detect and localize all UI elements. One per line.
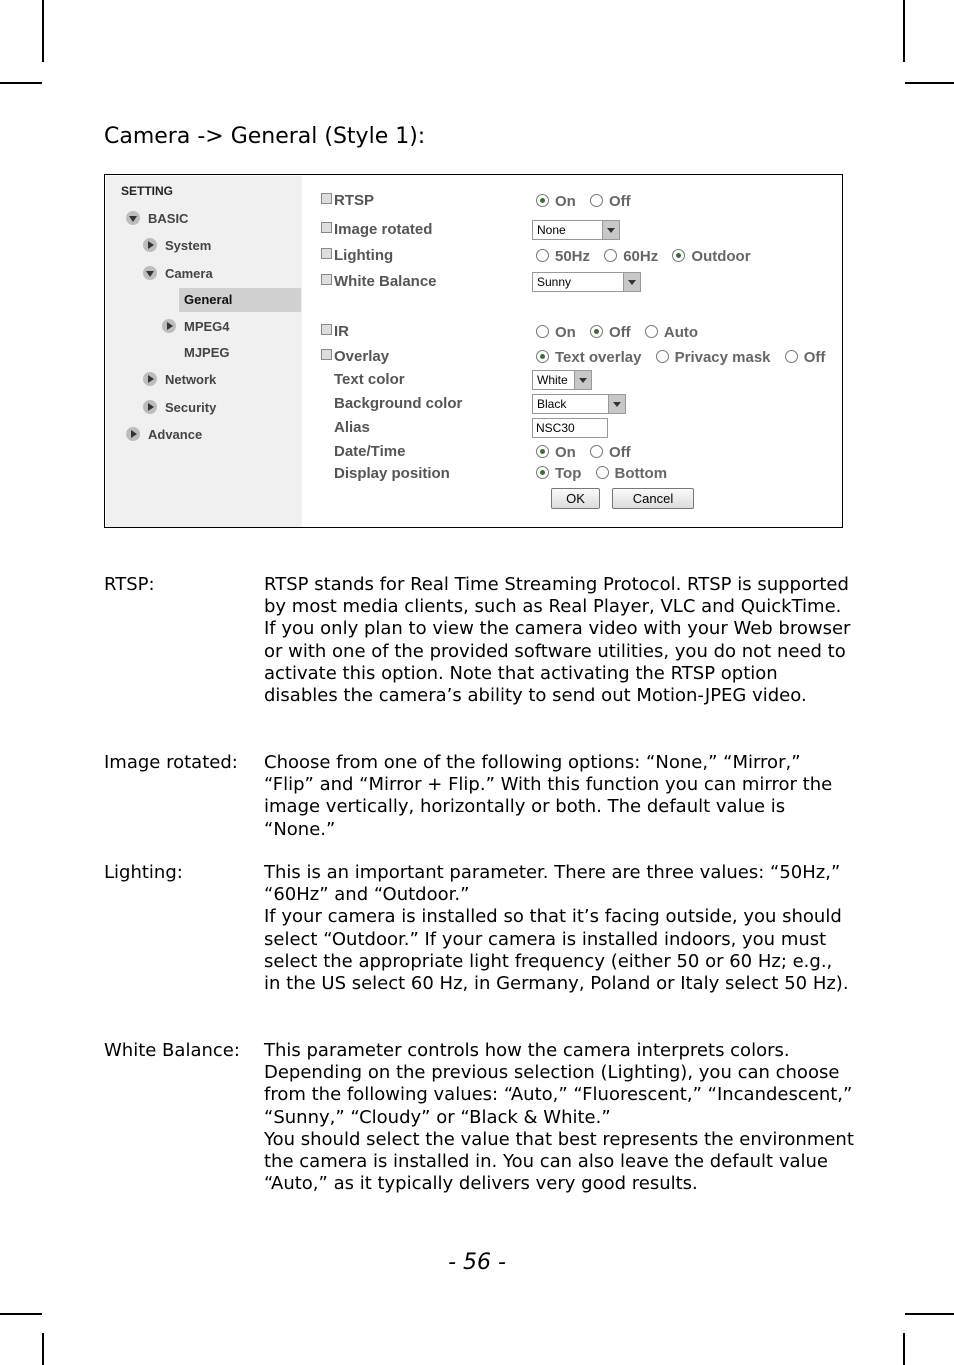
ok-button[interactable]: OK: [551, 488, 600, 509]
sidebar-title: SETTING: [121, 184, 174, 198]
position-bottom-radio[interactable]: Bottom: [596, 465, 668, 482]
ir-on-radio[interactable]: On: [536, 324, 576, 341]
sidebar-item-mpeg4[interactable]: [184, 319, 230, 334]
paragraph: Choose from one of the following options: “None,” “Mirror,” “Flip” and “Mirror + Flip.” With this function you can mirror the image vertically, horizontally or both. The default value is “None.”: [264, 752, 833, 840]
text-color-label: Text color: [334, 371, 405, 388]
lighting-50hz-radio[interactable]: 50Hz: [536, 248, 590, 265]
sidebar-item-label: MPEG4: [184, 319, 230, 334]
bullet-icon: [321, 193, 332, 204]
rtsp-on-radio[interactable]: On: [536, 193, 576, 210]
position-top-radio[interactable]: Top: [536, 465, 581, 482]
rtsp-off-radio[interactable]: Off: [590, 193, 631, 210]
sidebar-item-label: Network: [165, 372, 217, 387]
page-number: - 56 -: [448, 1250, 506, 1275]
overlay-text-radio[interactable]: Text overlay: [536, 349, 641, 366]
settings-screenshot: [104, 174, 843, 528]
bullet-icon: [321, 349, 332, 360]
sidebar-item-label: MJPEG: [184, 345, 230, 360]
sidebar-item-security[interactable]: [165, 400, 216, 415]
lighting-outdoor-radio[interactable]: Outdoor: [672, 248, 750, 265]
bullet-icon: [321, 274, 332, 285]
sidebar-item-network[interactable]: [165, 372, 216, 387]
sidebar-item-label: Camera: [165, 266, 213, 281]
crop-mark: [905, 1313, 954, 1315]
sidebar-item-advance[interactable]: [148, 427, 202, 442]
sidebar-item-label: BASIC: [148, 211, 189, 226]
white-balance-select[interactable]: Sunny: [532, 272, 641, 292]
chevron-down-icon: [126, 211, 140, 225]
chevron-right-icon: [143, 400, 157, 414]
background-color-select[interactable]: Black: [532, 394, 626, 414]
desc-rtsp: [264, 574, 854, 707]
ir-auto-radio[interactable]: Auto: [645, 324, 698, 341]
dropdown-arrow-icon: [602, 221, 619, 239]
rtsp-options: [536, 193, 641, 210]
dropdown-arrow-icon: [623, 273, 640, 291]
sidebar-item-label: System: [165, 238, 212, 253]
crop-mark: [905, 82, 954, 84]
alias-input[interactable]: NSC30: [532, 418, 608, 438]
rtsp-label: RTSP: [321, 192, 374, 209]
sidebar-item-label: Security: [165, 400, 217, 415]
sidebar-item-label: General: [184, 292, 233, 307]
crop-mark: [0, 1313, 42, 1315]
overlay-off-radio[interactable]: Off: [785, 349, 826, 366]
overlay-options: [536, 349, 835, 366]
paragraph: This is an important parameter. There are three values: “50Hz,” “60Hz” and “Outdoor.”: [264, 862, 841, 906]
cancel-button[interactable]: Cancel: [612, 488, 694, 509]
overlay-label: Overlay: [321, 348, 389, 365]
alias-label: Alias: [334, 419, 370, 436]
crop-mark: [42, 1333, 44, 1365]
chevron-right-icon: [162, 319, 176, 333]
desc-image-rotated: [264, 752, 854, 841]
lighting-label: Lighting: [321, 247, 393, 264]
lighting-60hz-radio[interactable]: 60Hz: [604, 248, 658, 265]
date-time-off-radio[interactable]: Off: [590, 444, 631, 461]
image-rotated-label: Image rotated: [321, 221, 432, 238]
ir-off-radio[interactable]: Off: [590, 324, 631, 341]
date-time-options: [536, 444, 641, 461]
sidebar-item-basic[interactable]: [148, 211, 188, 226]
term-white-balance: White Balance:: [104, 1040, 240, 1061]
crop-mark: [903, 0, 905, 62]
white-balance-label: White Balance: [321, 273, 437, 290]
sidebar-item-system[interactable]: [165, 238, 211, 253]
ir-options: [536, 324, 708, 341]
date-time-label: Date/Time: [334, 443, 406, 460]
background-color-label: Background color: [334, 395, 463, 412]
sidebar-item-camera[interactable]: [165, 266, 213, 281]
sidebar-item-label: Advance: [148, 427, 203, 442]
settings-sidebar: [106, 176, 302, 528]
bullet-icon: [321, 324, 332, 335]
dropdown-arrow-icon: [608, 395, 625, 413]
chevron-right-icon: [143, 238, 157, 252]
paragraph: This parameter controls how the camera interprets colors. Depending on the previous selection (Lighting), you can choose from the following values: “Auto,” “Fluorescent,” “Incandescent,” “Sunny,” “Cloudy” or “Black & White.”: [264, 1040, 853, 1128]
sidebar-item-general[interactable]: [179, 288, 301, 312]
term-lighting: Lighting:: [104, 862, 183, 883]
desc-white-balance: [264, 1040, 854, 1195]
sidebar-item-mjpeg[interactable]: [184, 345, 230, 360]
display-position-label: Display position: [334, 465, 450, 482]
display-position-options: [536, 465, 677, 482]
crop-mark: [42, 0, 44, 62]
paragraph: RTSP stands for Real Time Streaming Protocol. RTSP is supported by most media clients, such as Real Player, VLC and QuickTime. If you only plan to view the camera video with your Web browser or with one of the provided software utilities, you do not need to activate this option. Note that activating the RTSP option disables the camera’s ability to send out Motion-JPEG video.: [264, 574, 851, 707]
paragraph: You should select the value that best represents the environment the camera is installed in. You can also leave the default value “Auto,” as it typically delivers very good results.: [264, 1128, 854, 1195]
image-rotated-select[interactable]: None: [532, 220, 620, 240]
term-rtsp: RTSP:: [104, 574, 155, 595]
chevron-down-icon: [143, 266, 157, 280]
text-color-select[interactable]: White: [532, 370, 592, 390]
lighting-options: [536, 248, 761, 265]
bullet-icon: [321, 222, 332, 233]
date-time-on-radio[interactable]: On: [536, 444, 576, 461]
chevron-right-icon: [126, 427, 140, 441]
ir-label: IR: [321, 323, 349, 340]
crop-mark: [0, 82, 42, 84]
dropdown-arrow-icon: [574, 371, 591, 389]
paragraph: If your camera is installed so that it’s facing outside, you should select “Outdoor.” If your camera is installed indoors, you must select the appropriate light frequency (either 50 or 60 Hz; e.g., in the US select 60 Hz, in Germany, Poland or Italy select 50 Hz).: [264, 906, 849, 995]
term-image-rotated: Image rotated:: [104, 752, 238, 773]
overlay-privacy-radio[interactable]: Privacy mask: [656, 349, 771, 366]
bullet-icon: [321, 248, 332, 259]
desc-lighting: [264, 862, 854, 995]
section-heading: Camera -> General (Style 1):: [104, 124, 426, 149]
chevron-right-icon: [143, 372, 157, 386]
crop-mark: [903, 1333, 905, 1365]
